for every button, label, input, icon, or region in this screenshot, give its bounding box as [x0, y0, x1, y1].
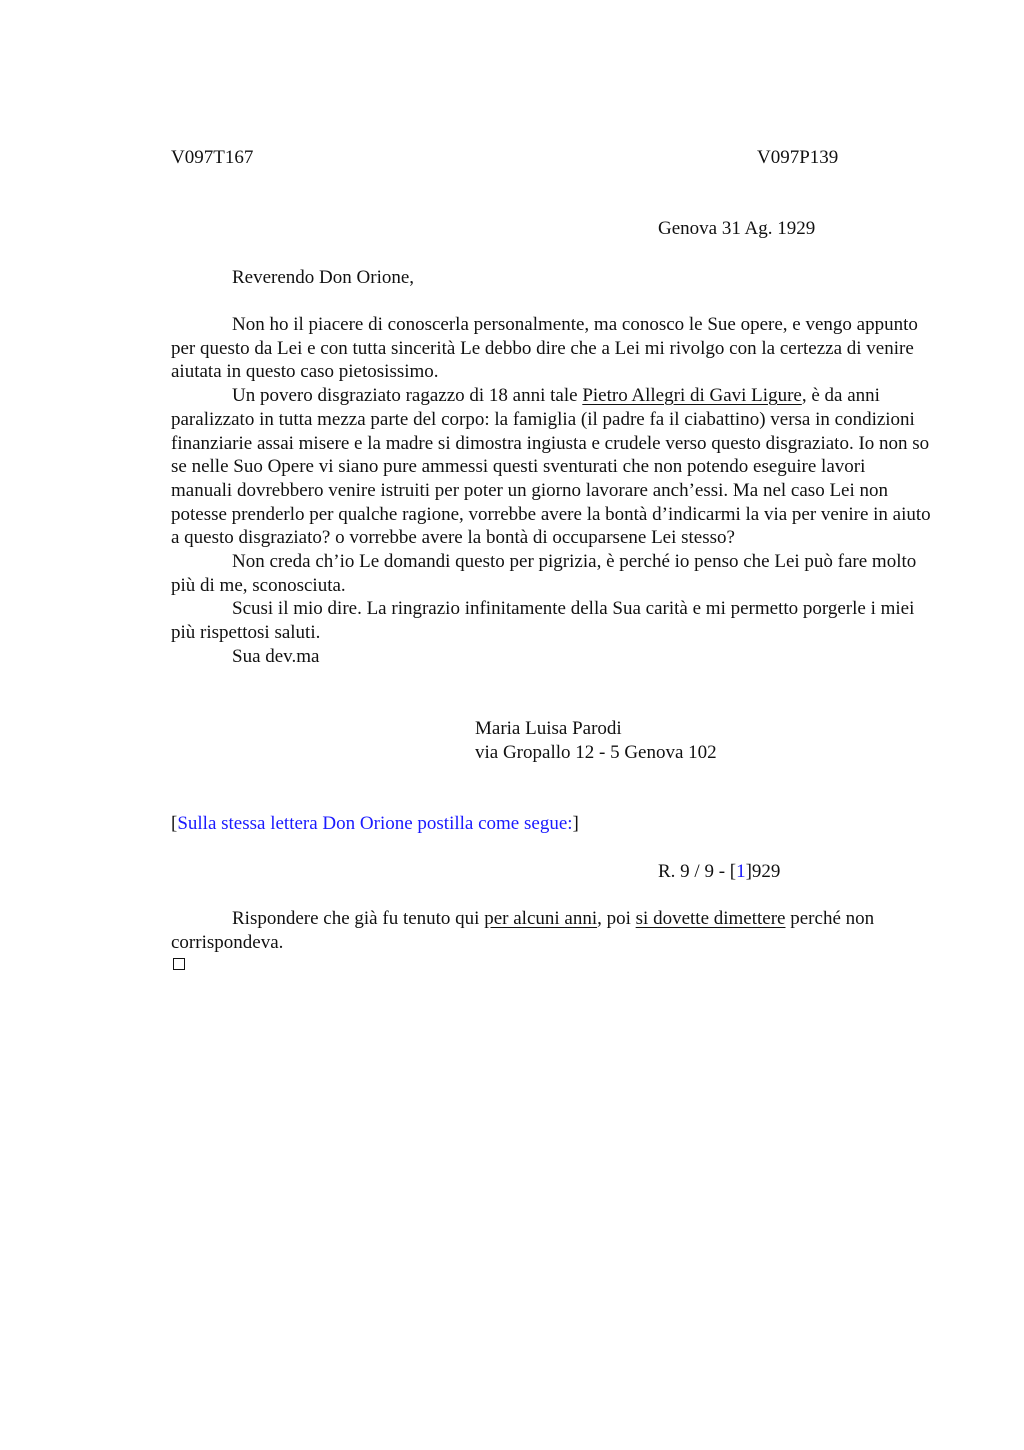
reply-date-end: ]929 [745, 861, 781, 882]
reply-underlined-2: si dovette dimettere [635, 908, 786, 929]
reply-text-1: Rispondere che già fu tenuto qui [232, 908, 485, 929]
end-marker-square-icon [173, 958, 185, 970]
document-code-right: V097P139 [757, 147, 839, 168]
bracket-close: ] [572, 813, 579, 834]
paragraph-3: Non creda ch’io Le domandi questo per pigrizia, è perché io penso che Lei può fare molto più di me, sconosciuta. [171, 551, 917, 596]
closing: Sua dev.ma [232, 645, 320, 667]
underlined-name: Pietro Allegri di Gavi Ligure [582, 385, 802, 407]
signature-address: via Gropallo 12 - 5 Genova 102 [475, 742, 717, 763]
letter-body [171, 313, 931, 669]
paragraph-2-start: Un povero disgraziato ragazzo di 18 anni tale [232, 385, 583, 407]
paragraph-1: Non ho il piacere di conoscerla personalmente, ma conosco le Sue opere, e vengo appunto per questo da Lei e con tutta sincerità Le debbo dire che a Lei mi rivolgo con la certezza di venire aiutata in questo caso pietosissimo. [171, 314, 918, 383]
reply-paragraph [171, 907, 931, 954]
editorial-note-text: Sulla stessa lettera Don Orione postilla come segue: [177, 813, 573, 834]
reply-date [658, 860, 780, 884]
reply-underlined-1: per alcuni anni [484, 908, 598, 929]
document-code-left: V097T167 [171, 147, 254, 168]
reply-note [171, 907, 931, 954]
salutation: Reverendo Don Orione, [232, 267, 415, 288]
paragraph-2 [171, 384, 931, 550]
reply-date-start: R. 9 / 9 - [ [658, 861, 737, 882]
signature-name: Maria Luisa Parodi [475, 718, 622, 739]
reply-text-2: , poi [597, 908, 636, 929]
reply-text-3: perché non corrispondeva. [171, 908, 875, 953]
letter-date: Genova 31 Ag. 1929 [658, 218, 816, 239]
paragraph-4: Scusi il mio dire. La ringrazio infinitamente della Sua carità e mi permetto porgerle i miei più rispettosi saluti. [171, 598, 915, 644]
paragraph-2-rest: , è da anni paralizzato in tutta mezza parte del corpo: la famiglia (il padre fa il ciabattino) versa in condizioni finanziarie assai misere e la madre si dimostra ingiusta e crudele verso questo disgraziato. Io non so se nelle Suo Opere vi siano pure ammessi questi sventurati che non potendo eseguire lavori manuali dovrebbero venire istruiti per poter un giorno lavorare anch’essi. Ma nel caso Lei non potesse prenderlo per qualche ragione, vorrebbe avere la bontà d’indicarmi la via per venire in aiuto a questo disgraziato? o vorrebbe avere la bontà di occuparsene Lei stesso? [171, 385, 931, 549]
reply-date-digit: 1 [736, 861, 746, 882]
editorial-note [171, 812, 579, 836]
bracket-open: [ [171, 813, 178, 834]
